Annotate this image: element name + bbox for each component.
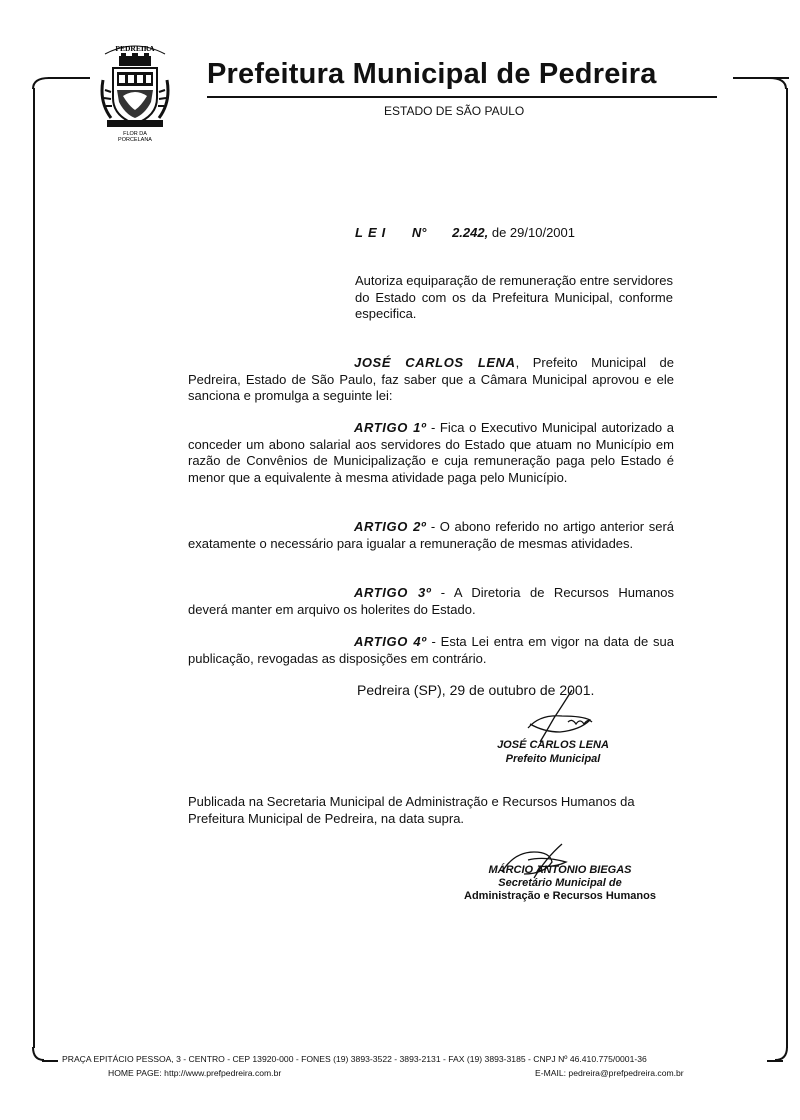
frame-line-right [786,88,788,1048]
footer-address: PRAÇA EPITÁCIO PESSOA, 3 - CENTRO - CEP 13920-000 - FONES (19) 3893-3522 - 3893-2131 - FAX (19) 3893-3185 - CNPJ Nº 46.410.775/0001-36 [62,1054,647,1064]
article-4-label: ARTIGO 4º [354,634,427,649]
frame-corner-top-right [768,76,788,90]
article-1-text: - Fica o Executivo Municipal autorizado a conceder um abono salarial aos servidores do Estado que atuam no Município em razão de Convênios de Municipalização e cuja remuneração paga pelo Estado é menor que a equivalente à mesma atividade paga pelo Município. [188,420,674,485]
secretary-name: MÁRCIO ANTONIO BIEGAS [488,864,632,876]
preamble-paragraph [188,355,674,405]
article-1-label: ARTIGO 1º [354,420,427,435]
frame-line-top-left [48,77,90,79]
law-summary: Autoriza equiparação de remuneração entre servidores do Estado com os da Prefeitura Municipal, conforme especifica. [355,273,673,321]
article-4-text: - Esta Lei entra em vigor na data de sua publicação, revogadas as disposições em contrário. [188,634,675,666]
article-2-label: ARTIGO 2º [354,519,427,534]
secretary-role-1: Secretário Municipal de [498,877,622,889]
letterhead-title: Prefeitura Municipal de Pedreira [207,58,657,90]
letterhead-subtitle: ESTADO DE SÃO PAULO [384,104,525,118]
law-label: LEI [355,225,391,240]
svg-text:PORCELANA: PORCELANA [118,137,152,142]
article-4 [188,634,674,667]
footer-email: E-MAIL: pedreira@prefpedreira.com.br [535,1068,684,1078]
frame-corner-top-left [31,76,51,90]
law-heading [355,225,575,240]
secretary-role-2: Administração e Recursos Humanos [464,890,656,902]
publication-note: Publicada na Secretaria Municipal de Administração e Recursos Humanos da Prefeitura Municipal de Pedreira, na data supra. [188,794,635,826]
frame-corner-bottom-right [774,1046,788,1062]
article-3-text: - A Diretoria de Recursos Humanos deverá manter em arquivo os holerites do Estado. [188,585,674,617]
footer-homepage: HOME PAGE: http://www.prefpedreira.com.br [108,1068,282,1078]
municipal-crest-logo [95,40,175,142]
law-date: de 29/10/2001 [491,225,575,240]
frame-line-left [33,88,35,1048]
place-and-date: Pedreira (SP), 29 de outubro de 2001. [357,682,595,698]
svg-text:FLOR DA: FLOR DA [123,131,147,137]
article-1 [188,420,674,486]
mayor-name: JOSÉ CARLOS LENA [354,355,516,370]
article-3 [188,585,674,618]
preamble-text: , Prefeito Municipal de Pedreira, Estado de São Paulo, faz saber que a Câmara Municipal aprovou e ele sanciona e promulga a seguinte lei: [188,355,674,403]
law-number: 2.242, [452,225,489,240]
title-underline [207,96,717,98]
svg-text:PEDREIRA: PEDREIRA [115,44,155,53]
article-2 [188,519,674,552]
mayor-signature-block [478,738,628,766]
mayor-signature-icon [510,688,610,744]
article-3-label: ARTIGO 3º [354,585,432,600]
frame-corner-bottom-left [31,1046,45,1062]
mayor-signature-name: JOSÉ CARLOS LENA [497,739,609,751]
article-2-text: - O abono referido no artigo anterior será exatamente o necessário para igualar a remuneração de mesmas atividades. [188,519,674,551]
secretary-signature-block [440,864,680,903]
law-number-label: N° [411,225,427,240]
mayor-signature-role: Prefeito Municipal [505,753,601,765]
crest-icon [95,40,175,142]
